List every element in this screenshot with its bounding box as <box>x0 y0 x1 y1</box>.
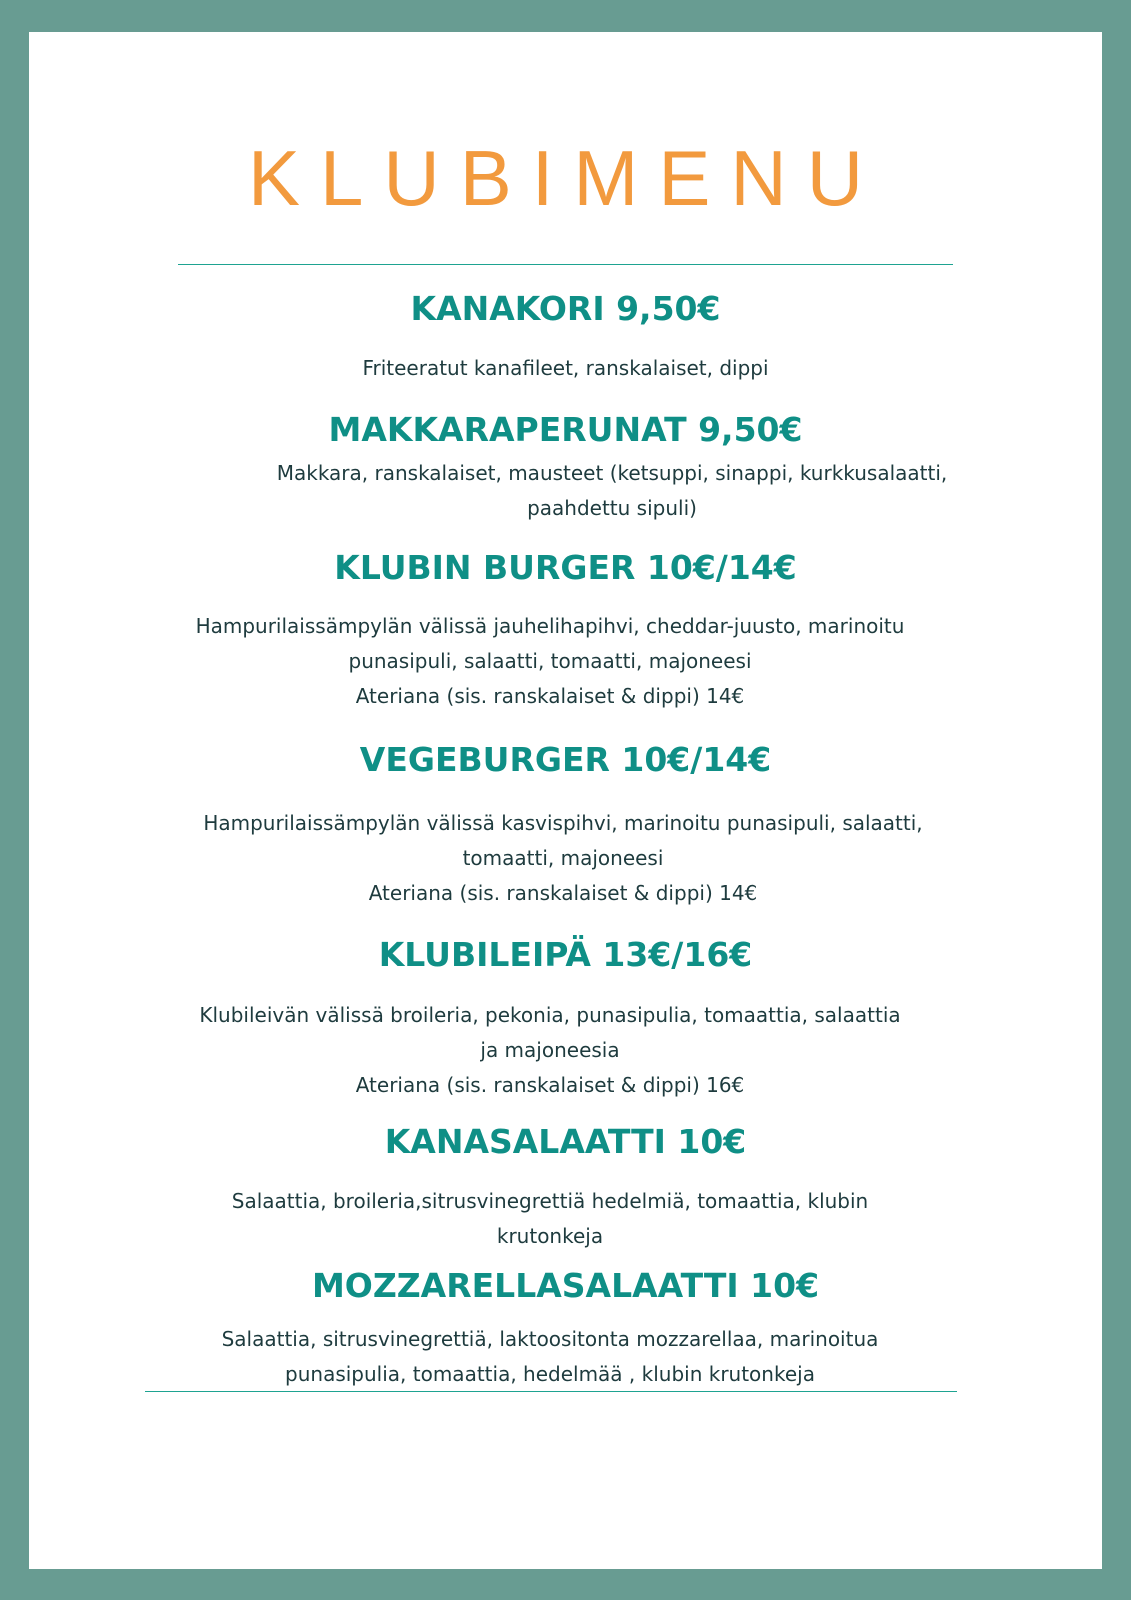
description-line: Salaattia, broileria,sitrusvinegrettiä hedelmiä, tomaattia, klubin <box>231 1189 869 1213</box>
menu-item-description <box>150 609 950 714</box>
description-line: Ateriana (sis. ranskalaiset & dippi) 14€ <box>355 684 745 708</box>
menu-item-heading: KLUBIN BURGER 10€/14€ <box>334 548 797 587</box>
description-line: Hampurilaissämpylän välissä kasvispihvi, marinoitu punasipuli, salaatti, <box>203 811 923 835</box>
menu-item-heading: KANASALAATTI 10€ <box>384 1122 747 1161</box>
menu-item-description <box>0 351 1131 386</box>
description-line: punasipulia, tomaattia, hedelmää , klubin krutonkeja <box>285 1362 815 1386</box>
menu-item-heading: KLUBILEIPÄ 13€/16€ <box>378 935 753 974</box>
menu-item-description <box>150 1184 950 1254</box>
description-line: punasipuli, salaatti, tomaatti, majoneesi <box>348 649 752 673</box>
description-line: ja majoneesia <box>480 1038 620 1062</box>
description-line: Friteeratut kanafileet, ranskalaiset, dippi <box>362 356 769 380</box>
description-line: Makkara, ranskalaiset, mausteet (ketsuppi, sinappi, kurkkusalaatti, <box>276 461 948 485</box>
description-line: paahdettu sipuli) <box>527 496 697 520</box>
description-line: Ateriana (sis. ranskalaiset & dippi) 14€ <box>368 881 758 905</box>
description-line: Ateriana (sis. ranskalaiset & dippi) 16€ <box>355 1073 745 1097</box>
menu-title: KLUBIMENU <box>247 134 884 222</box>
menu-item-heading: KANAKORI 9,50€ <box>410 289 721 328</box>
menu-item-description <box>150 1322 950 1392</box>
description-line: Salaattia, sitrusvinegrettiä, laktoositonta mozzarellaa, marinoitua <box>221 1327 879 1351</box>
description-line: tomaatti, majoneesi <box>462 846 664 870</box>
menu-item-description <box>150 998 950 1103</box>
menu-item-heading: MAKKARAPERUNAT 9,50€ <box>328 410 803 449</box>
top-divider <box>178 264 953 265</box>
menu-item-heading: VEGEBURGER 10€/14€ <box>359 740 772 779</box>
description-line: Hampurilaissämpylän välissä jauhelihapihvi, cheddar-juusto, marinoitu <box>195 614 905 638</box>
menu-item-description <box>212 456 1012 526</box>
menu-item-description <box>163 806 963 911</box>
description-line: krutonkeja <box>496 1224 604 1248</box>
description-line: Klubileivän välissä broileria, pekonia, punasipulia, tomaattia, salaattia <box>199 1003 901 1027</box>
menu-item-heading: MOZZARELLASALAATTI 10€ <box>311 1266 820 1305</box>
bottom-divider <box>145 1391 957 1392</box>
